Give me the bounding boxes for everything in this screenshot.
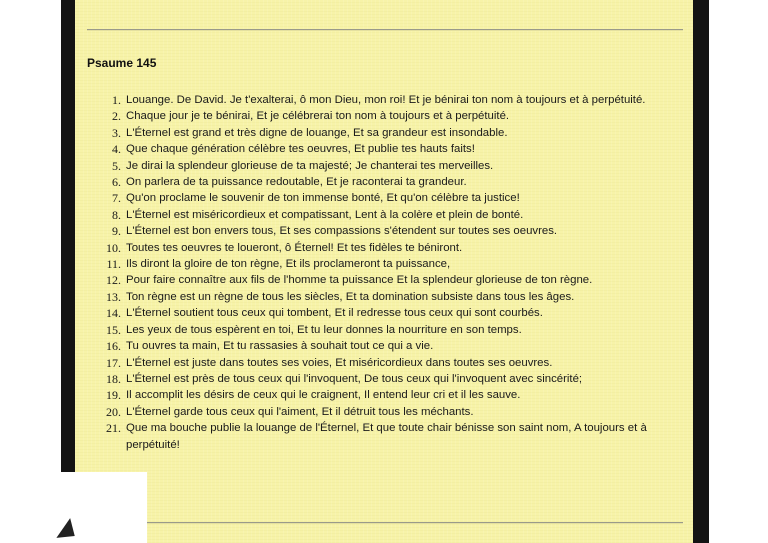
verse-number: 7. [112, 191, 121, 206]
verse-text: L'Éternel est juste dans toutes ses voies, Et miséricordieux dans toutes ses oeuvres. [126, 356, 553, 369]
verse-text: Je dirai la splendeur glorieuse de ta majesté; Je chanterai tes merveilles. [126, 159, 494, 172]
verse-text: L'Éternel est grand et très digne de louange, Et sa grandeur est insondable. [126, 126, 508, 139]
verse-number: 5. [112, 158, 121, 173]
verse-number: 19. [106, 388, 121, 403]
verse-item [75, 387, 675, 403]
verse-text: On parlera de ta puissance redoutable, Et je raconterai ta grandeur. [126, 176, 467, 189]
verse-item [75, 420, 675, 453]
verse-text: Louange. De David. Je t'exalterai, ô mon Dieu, mon roi! Et je bénirai ton nom à toujours et à perpétuité. [126, 94, 646, 106]
verse-text: Les yeux de tous espèrent en toi, Et tu leur donnes la nourriture en son temps. [126, 323, 522, 336]
verse-number: 9. [112, 224, 121, 239]
verse-number: 10. [106, 240, 121, 255]
verse-number: 11. [106, 257, 121, 272]
verse-item [75, 158, 675, 174]
verse-number: 16. [106, 339, 121, 354]
verse-number: 8. [112, 207, 121, 222]
verse-item [75, 338, 675, 354]
verse-number: 20. [106, 404, 121, 419]
verse-item [75, 256, 675, 272]
verse-item [75, 174, 675, 190]
verse-list [75, 92, 675, 453]
verse-number: 17. [106, 355, 121, 370]
verse-item [75, 108, 675, 124]
top-divider [87, 29, 683, 31]
verse-number: 13. [106, 289, 121, 304]
verse-text: Toutes tes oeuvres te loueront, ô Éternel! Et tes fidèles te béniront. [126, 241, 463, 254]
verse-text: Chaque jour je te bénirai, Et je célébrerai ton nom à toujours et à perpétuité. [126, 110, 510, 123]
verse-number: 6. [112, 175, 121, 190]
verse-text: Qu'on proclame le souvenir de ton immense bonté, Et qu'on célèbre ta justice! [126, 192, 520, 205]
verse-number: 12. [106, 273, 121, 288]
verse-number: 21. [106, 421, 121, 436]
verse-number: 3. [112, 125, 121, 140]
verse-number: 1. [112, 93, 121, 107]
verse-item [75, 190, 675, 206]
verse-text: Que ma bouche publie la louange de l'Éternel, Et que toute chair bénisse son saint nom, A toujours et à perpétuité! [126, 422, 647, 451]
verse-item [75, 404, 675, 420]
verse-text: Tu ouvres ta main, Et tu rassasies à souhait tout ce qui a vie. [126, 340, 434, 353]
verse-item [75, 355, 675, 371]
verse-item [75, 240, 675, 256]
verse-item [75, 141, 675, 157]
verse-text: L'Éternel soutient tous ceux qui tombent, Et il redresse tous ceux qui sont courbés. [126, 307, 543, 320]
verse-text: Ton règne est un règne de tous les siècles, Et ta domination subsiste dans tous les âges. [126, 290, 575, 303]
verse-text: L'Éternel est près de tous ceux qui l'invoquent, De tous ceux qui l'invoquent avec sincérité; [126, 372, 583, 385]
verse-text: Que chaque génération célèbre tes oeuvres, Et publie tes hauts faits! [126, 143, 475, 156]
verse-text: Pour faire connaître aux fils de l'homme ta puissance Et la splendeur glorieuse de ton règne. [126, 274, 593, 287]
page-title: Psaume 145 [87, 56, 157, 70]
verse-item [75, 207, 675, 223]
verse-number: 4. [112, 142, 121, 157]
verse-text: L'Éternel est miséricordieux et compatissant, Lent à la colère et plein de bonté. [126, 208, 524, 221]
verse-number: 18. [106, 371, 121, 386]
verse-item [75, 272, 675, 288]
verse-item [75, 92, 675, 108]
psalm-page [75, 0, 693, 543]
verse-item [75, 125, 675, 141]
verse-item [75, 289, 675, 305]
verse-text: L'Éternel est bon envers tous, Et ses compassions s'étendent sur toutes ses oeuvres. [126, 225, 558, 238]
verse-item [75, 223, 675, 239]
verse-item [75, 322, 675, 338]
verse-number: 14. [106, 306, 121, 321]
verse-text: Ils diront la gloire de ton règne, Et ils proclameront ta puissance, [126, 258, 451, 271]
left-frame-bar [61, 0, 75, 543]
verse-item [75, 305, 675, 321]
bottom-divider [87, 522, 683, 524]
verse-number: 2. [112, 109, 121, 124]
verse-text: Il accomplit les désirs de ceux qui le craignent, Il entend leur cri et il les sauve. [126, 389, 521, 402]
right-frame-bar [693, 0, 709, 543]
verse-text: L'Éternel garde tous ceux qui l'aiment, Et il détruit tous les méchants. [126, 405, 474, 418]
verse-number: 15. [106, 322, 121, 337]
verse-item [75, 371, 675, 387]
